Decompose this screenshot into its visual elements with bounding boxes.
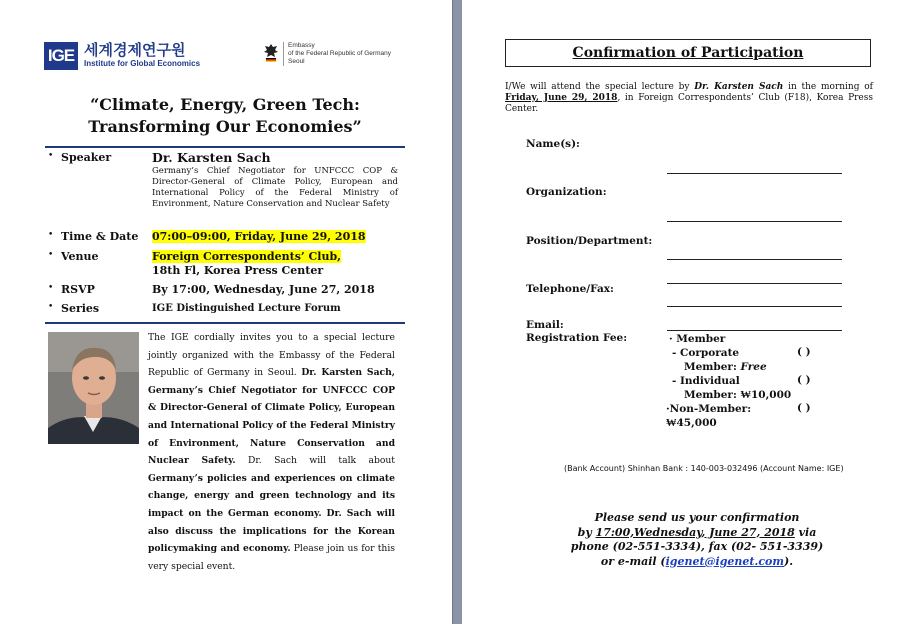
individual-checkbox[interactable]: ( ) <box>797 374 811 386</box>
send-part: ). <box>784 554 794 568</box>
ige-korean-name: 세계경제연구원 <box>84 42 186 59</box>
venue-line: 18th Fl, Korea Press Center <box>152 264 324 277</box>
individual-line: Member: ₩10,000 <box>684 389 792 401</box>
send-part: via <box>794 525 817 539</box>
send-line: phone (02-551-3334), fax (02- 551-3339) <box>570 540 824 553</box>
bullet: • <box>48 250 54 260</box>
corporate-option <box>672 346 767 374</box>
german-eagle-icon <box>263 42 279 62</box>
send-line: Please send us your confirmation <box>594 511 800 524</box>
embassy-line: Embassy <box>288 42 315 49</box>
attend-part: I/We will attend the special lecture by <box>505 82 695 92</box>
bank-account: (Bank Account) Shinhan Bank : 140-003-032496 (Account Name: IGE) <box>564 464 844 473</box>
series-value: IGE Distinguished Lecture Forum <box>152 303 341 314</box>
attend-part: , in Foreign Correspondents’ Club (F18), Korea Press Center. <box>505 93 873 114</box>
lecture-title <box>40 94 410 138</box>
invitation-part: Please join us for this very special event. <box>148 543 395 572</box>
bullet: • <box>48 302 54 312</box>
embassy-line: of the Federal Republic of Germany <box>288 50 391 57</box>
names-label: Name(s): <box>526 138 580 150</box>
time-value: 07:00–09:00, Friday, June 29, 2018 <box>152 230 366 243</box>
divider <box>45 146 405 148</box>
email-link[interactable]: igenet@igenet.com <box>665 554 785 568</box>
rsvp-label: RSVP <box>61 283 95 296</box>
member-heading: · Member <box>669 333 726 345</box>
position-label: Position/Department: <box>526 235 653 247</box>
speaker-description: Germany’s Chief Negotiator for UNFCCC COP & Director-General of Climate Policy, European and International Policy of the Federal Ministry of Environment, Nature Conservation and Nuclear Safety <box>152 166 398 209</box>
telephone-input-line[interactable] <box>667 283 842 284</box>
attendance-statement <box>505 82 873 115</box>
email-input-line[interactable] <box>667 330 842 331</box>
right-page <box>462 0 916 624</box>
fax-input-line[interactable] <box>667 306 842 307</box>
attend-date: Friday, June 29, 2018 <box>505 93 618 103</box>
nonmember-checkbox[interactable]: ( ) <box>797 402 811 414</box>
confirmation-title: Confirmation of Participation <box>572 45 804 61</box>
divider <box>45 322 405 324</box>
lecture-title-line: Transforming Our Economies” <box>88 117 362 136</box>
left-page <box>0 0 452 624</box>
invitation-part: The IGE cordially invites you to a special lecture jointly organized with the Embassy of the Federal Republic of Germany in Seoul. <box>148 332 395 379</box>
individual-option <box>672 374 791 402</box>
venue-label: Venue <box>61 250 99 263</box>
invitation-part: Dr. Karsten Sach, Germany’s Chief Negotiator for UNFCCC COP & Director-General of Climate Policy, European and International Policy of the Federal Ministry of Environment, Nature Conservation and Nuclear Safety. <box>148 367 395 467</box>
nonmember-line: ·Non-Member: <box>666 403 752 415</box>
invitation-part: Germany’s policies and experiences on climate change, energy and green technology and its impact on the German economy. Dr. Sach will also discuss the implications for the Korean policymaking and economy. <box>148 472 395 555</box>
speaker-photo <box>48 332 139 444</box>
corporate-line: Member: <box>684 361 741 373</box>
confirmation-title-box <box>505 39 871 67</box>
names-input-line[interactable] <box>667 173 842 174</box>
individual-line: - Individual <box>672 375 740 387</box>
send-instructions <box>552 511 842 569</box>
embassy-logo <box>263 42 391 66</box>
attend-part: in the morning of <box>783 82 873 92</box>
organization-label: Organization: <box>526 186 607 198</box>
speaker-name: Dr. Karsten Sach <box>152 150 271 165</box>
ige-mark-icon: IGE <box>44 42 78 70</box>
send-part: by <box>577 525 596 539</box>
rsvp-value: By 17:00, Wednesday, June 27, 2018 <box>152 283 375 296</box>
ige-logo <box>44 42 200 70</box>
speaker-label: Speaker <box>61 151 112 164</box>
time-label: Time & Date <box>61 230 139 243</box>
ige-english-name: Institute for Global Economics <box>84 59 201 68</box>
corporate-line: - Corporate <box>672 347 740 359</box>
bullet: • <box>48 151 54 161</box>
bullet: • <box>48 283 54 293</box>
invitation-text <box>148 329 395 575</box>
series-label: Series <box>61 302 100 315</box>
venue-line: Foreign Correspondents’ Club, <box>152 250 342 263</box>
position-input-line[interactable] <box>667 259 842 260</box>
bullet: • <box>48 230 54 240</box>
nonmember-option <box>666 402 751 430</box>
telephone-label: Telephone/Fax: <box>526 283 614 295</box>
lecture-title-line: “Climate, Energy, Green Tech: <box>90 95 360 114</box>
attend-speaker: Dr. Karsten Sach <box>694 82 784 92</box>
nonmember-price: ₩45,000 <box>666 417 717 429</box>
send-part: or e-mail ( <box>600 554 666 568</box>
corporate-free: Free <box>740 361 767 373</box>
registration-fee-label: Registration Fee: <box>526 332 628 344</box>
invitation-part: Dr. Sach will talk about <box>235 455 395 467</box>
embassy-line: Seoul <box>288 58 305 65</box>
corporate-checkbox[interactable]: ( ) <box>797 346 811 358</box>
organization-input-line[interactable] <box>667 221 842 222</box>
email-label: Email: <box>526 319 564 331</box>
send-deadline: 17:00,Wednesday, June 27, 2018 <box>595 525 795 539</box>
